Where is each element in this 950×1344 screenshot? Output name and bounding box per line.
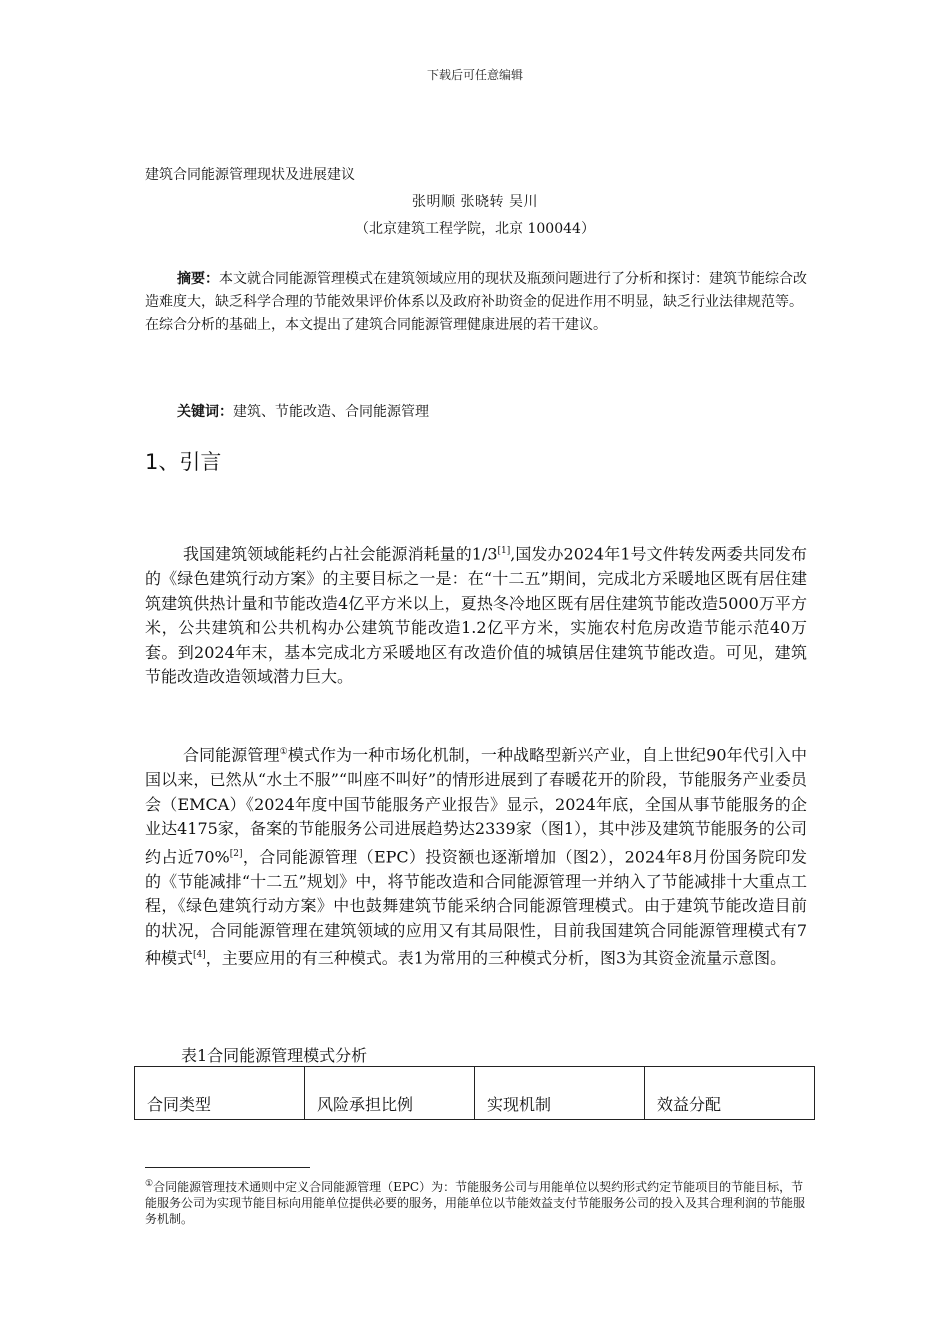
- keywords: [177, 401, 429, 421]
- document-title: 建筑合同能源管理现状及进展建议: [145, 167, 355, 183]
- footnote-marker: ①: [279, 747, 288, 757]
- citation-4: [4]: [193, 950, 206, 961]
- paragraph-2-text-d: ，主要应用的有三种模式。表1为常用的三种模式分析，图3为其资金流量示意图。: [205, 948, 787, 968]
- table-header-row: [135, 1067, 815, 1120]
- footnote-separator: [145, 1167, 310, 1168]
- paragraph-2-text-a: 合同能源管理: [183, 745, 280, 765]
- paragraph-2: [145, 740, 807, 971]
- citation-2: [2]: [229, 848, 243, 859]
- abstract-label: 摘要：: [177, 271, 219, 287]
- page-header: 下载后可任意编辑: [426, 68, 523, 82]
- paragraph-1-text-a: 我国建筑领域能耗约占社会能源消耗量的1/3: [183, 544, 498, 564]
- keywords-text: 建筑、节能改造、合同能源管理: [233, 404, 429, 420]
- keywords-label: 关键词：: [177, 404, 233, 420]
- paragraph-1: [145, 539, 807, 690]
- footnote: [145, 1176, 807, 1227]
- table-header-cell: 合同类型: [135, 1067, 305, 1120]
- mode-analysis-table: [134, 1066, 815, 1120]
- footnote-mark: ①: [145, 1179, 154, 1189]
- paragraph-2-text-c: ，合同能源管理（EPC）投资额也逐渐增加（图2），2024年8月份国务院印发的《节能减排“十二五”规划》中，将节能改造和合同能源管理一并纳入了节能减排十大重点工程，《绿色建筑行动方案》中也鼓舞建筑节能采纳合同能源管理模式。由于建筑节能改造目前的状况，合同能源管理在建筑领域的应用又有其局限性，目前我国建筑合同能源管理模式有7种模式: [145, 847, 807, 968]
- footnote-text: 合同能源管理技术通则中定义合同能源管理（EPC）为：节能服务公司与用能单位以契约形式约定节能项目的节能目标，节能服务公司为实现节能目标向用能单位提供必要的服务，用能单位以节能效益支付节能服务公司的投入及其合理利润的节能服务机制。: [145, 1180, 806, 1226]
- section-heading: 1、引言: [145, 450, 222, 474]
- paragraph-1-text-b: ,国发办2024年1号文件转发两委共同发布的《绿色建筑行动方案》的主要目标之一是：在“十二五”期间，完成北方采暖地区既有居住建筑建筑供热计量和节能改造4亿平方米以上，夏热冬冷地区既有居住建筑节能改造5000万平方米，公共建筑和公共机构办公建筑节能改造1.2亿平方米，实施农村危房改造节能示范40万套。到2024年末，基本完成北方采暖地区有改造价值的城镇居住建筑节能改造。可见，建筑节能改造改造领域潜力巨大。: [145, 544, 807, 687]
- affiliation: （北京建筑工程学院，北京 100044）: [355, 221, 595, 237]
- table-header-cell: 实现机制: [475, 1067, 645, 1120]
- citation-1: [1]: [497, 546, 511, 556]
- abstract: [145, 268, 807, 337]
- abstract-text: 本文就合同能源管理模式在建筑领域应用的现状及瓶颈问题进行了分析和探讨：建筑节能综合改造难度大，缺乏科学合理的节能效果评价体系以及政府补助资金的促进作用不明显，缺乏行业法律规范等。在综合分析的基础上，本文提出了建筑合同能源管理健康进展的若干建议。: [145, 271, 807, 333]
- table-header-cell: 效益分配: [645, 1067, 815, 1120]
- paragraph-2-text-b: 模式作为一种市场化机制，一种战略型新兴产业，自上世纪90年代引入中国以来，已然从“水土不服”“叫座不叫好”的情形进展到了春暖花开的阶段，节能服务产业委员会（EMCA）《2024年度中国节能服务产业报告》显示，2024年底，全国从事节能服务的企业达4175家，备案的节能服务公司进展趋势达2339家（图1），其中涉及建筑节能服务的公司约占近70%: [145, 745, 807, 867]
- authors: 张明顺 张晓转 吴川: [412, 194, 538, 210]
- table-caption: 表1合同能源管理模式分析: [181, 1046, 368, 1065]
- table-header-cell: 风险承担比例: [305, 1067, 475, 1120]
